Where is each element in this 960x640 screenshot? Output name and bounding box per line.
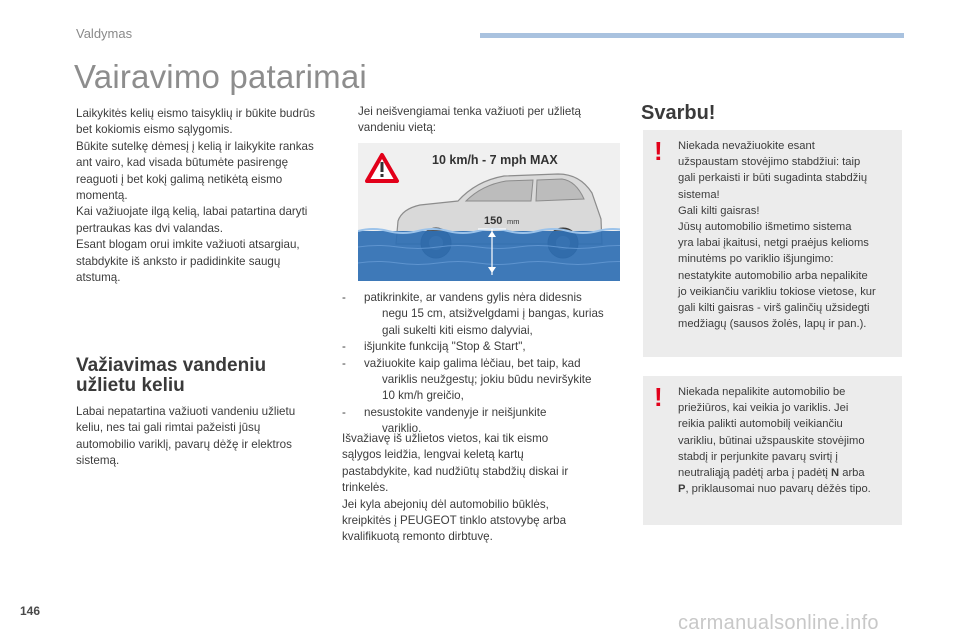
bullet-dash: - bbox=[342, 405, 346, 419]
page-number: 146 bbox=[20, 604, 41, 618]
note-line: nestatykite automobilio arba nepalikite bbox=[678, 269, 868, 282]
intro-line: atstumą. bbox=[76, 271, 121, 285]
intro-paragraph bbox=[76, 106, 326, 286]
note-line: gali perkaisti ir būti sugadinta stabdžių bbox=[678, 172, 868, 185]
flooded-road-illustration bbox=[358, 143, 620, 281]
after-flood-line: kreipkitės į PEUGEOT tinklo atstovybę arba bbox=[342, 514, 567, 528]
exclamation-icon: ! bbox=[654, 382, 663, 412]
after-flood-line: kvalifikuotą remonto dirbtuvę. bbox=[342, 530, 493, 544]
note-line: užspaustam stovėjimo stabdžiui: taip bbox=[678, 156, 861, 169]
water-line: sistemą. bbox=[76, 454, 120, 468]
checklist-line: patikrinkite, ar vandens gylis nėra didesnis bbox=[364, 291, 582, 304]
bullet-dash: - bbox=[342, 340, 346, 354]
checklist-line: negu 15 cm, atsižvelgdami į bangas, kurias bbox=[382, 307, 604, 321]
intro-line: momentą. bbox=[76, 189, 128, 203]
intro-line: stabdykite iš anksto ir padidinkite saugų bbox=[76, 254, 281, 268]
exclamation-icon: ! bbox=[654, 136, 663, 166]
water-heading-line2: užlietu keliu bbox=[76, 375, 185, 396]
after-flood-line: Išvažiavę iš užlietos vietos, kai tik eismo bbox=[342, 432, 549, 445]
intro-line: Būkite sutelkę dėmesį į kelią ir laikykite rankas bbox=[76, 139, 314, 153]
bullet-dash: - bbox=[342, 356, 346, 370]
speed-limit-label: 10 km/h - 7 mph MAX bbox=[432, 153, 558, 167]
water-section-heading bbox=[76, 356, 266, 396]
page-title: Vairavimo patarimai bbox=[74, 58, 367, 95]
intro-line: reaguoti į bet kokį galimą netikėtą eismo bbox=[76, 172, 283, 186]
note-line: Jūsų automobilio išmetimo sistema bbox=[678, 221, 852, 234]
water-heading-line1: Važiavimas vandeniu bbox=[76, 355, 267, 376]
note-line: reikia palikti automobilį veikiančiu bbox=[678, 418, 843, 431]
warning-triangle-icon bbox=[367, 155, 397, 181]
note-line: minutėms po variklio išjungimo: bbox=[678, 253, 834, 266]
warning-note-text bbox=[678, 138, 900, 332]
watermark: carmanualsonline.info bbox=[678, 612, 879, 634]
checklist-line: važiuokite kaip galima lėčiau, bet taip, kad bbox=[364, 356, 581, 370]
depth-unit-label: mm bbox=[507, 217, 520, 226]
flooded-intro-line: Jei neišvengiamai tenka važiuoti per užlietą bbox=[358, 105, 581, 118]
neutral-position-label: N bbox=[831, 467, 840, 480]
warning-note-unattended bbox=[643, 376, 902, 525]
after-flood-line: Jei kyla abejonių dėl automobilio būklės, bbox=[342, 497, 549, 511]
checklist-line: išjunkite funkciją "Stop & Start", bbox=[364, 340, 526, 354]
note-line: varikliu, būtinai užspauskite stovėjimo bbox=[678, 434, 865, 447]
note-line bbox=[678, 465, 900, 481]
note-line: Niekada nevažiuokite esant bbox=[678, 140, 815, 152]
car-in-water-svg bbox=[358, 143, 620, 281]
checklist-item bbox=[342, 339, 627, 355]
note-text-segment: , priklausomai nuo pavarų dėžės tipo. bbox=[685, 483, 871, 496]
note-line: jo veikiančiu varikliu tokiose vietose, kur bbox=[678, 285, 876, 298]
water-line: Labai nepatartina važiuoti vandeniu užlietu bbox=[76, 405, 296, 418]
header-bar bbox=[480, 33, 904, 38]
water-line: automobilio variklį, pavarų dėžę ir elektros bbox=[76, 437, 292, 451]
warning-note-text bbox=[678, 384, 900, 497]
checklist-line: gali sukelti kiti eismo dalyviai, bbox=[382, 323, 533, 337]
water-surface bbox=[358, 231, 620, 281]
important-heading: Svarbu! bbox=[641, 102, 716, 124]
checklist-item bbox=[342, 356, 627, 405]
intro-line: ant vairo, kad visada būtumėte pasirengę bbox=[76, 156, 289, 170]
intro-line: Laikykitės kelių eismo taisyklių ir būkite budrūs bbox=[76, 107, 316, 120]
after-flood-line: sąlygos leidžia, lengvai keletą kartų bbox=[342, 448, 524, 462]
note-line: Gali kilti gaisras! bbox=[678, 204, 760, 217]
note-line: gali kilti gaisras - virš galinčių užsidegti bbox=[678, 302, 870, 315]
note-line bbox=[678, 481, 900, 497]
note-line: sistema! bbox=[678, 188, 720, 201]
flooded-road-intro bbox=[358, 104, 623, 137]
after-flood-line: trinkelės. bbox=[342, 481, 389, 495]
after-flood-paragraph bbox=[342, 431, 627, 546]
checklist-item bbox=[342, 290, 627, 339]
intro-line: Esant blogam orui imkite važiuoti atsargiau, bbox=[76, 238, 300, 252]
note-line: priežiūros, kai veikia jo variklis. Jei bbox=[678, 402, 849, 415]
checklist-line: 10 km/h greičio, bbox=[382, 389, 464, 403]
note-text-segment: neutraliąją padėtį arba į padėtį bbox=[678, 467, 832, 480]
intro-line: Kai važiuojate ilgą kelią, labai patartina daryti bbox=[76, 205, 308, 219]
bullet-dash: - bbox=[342, 291, 346, 304]
water-paragraph bbox=[76, 404, 326, 470]
depth-value-label: 150 bbox=[484, 215, 503, 227]
section-label: Valdymas bbox=[76, 26, 133, 41]
water-line: keliu, nes tai gali rimtai pažeisti jūsų bbox=[76, 421, 261, 435]
flooded-road-checklist bbox=[342, 290, 627, 438]
checklist-line: variklio. bbox=[382, 422, 422, 436]
intro-line: pertraukas kas dvi valandas. bbox=[76, 221, 223, 235]
checklist-line: variklis neužgestų; jokiu būdu neviršykite bbox=[382, 373, 592, 387]
park-position-label: P bbox=[678, 483, 686, 496]
note-line: medžiagų (sausos žolės, lapų ir pan.). bbox=[678, 318, 867, 331]
note-line: Niekada nepalikite automobilio be bbox=[678, 386, 846, 398]
intro-line: bet kokiomis eismo sąlygomis. bbox=[76, 123, 233, 137]
note-line: stabdį ir perjunkite pavarų svirtį į bbox=[678, 450, 838, 463]
flooded-intro-line: vandeniu vietą: bbox=[358, 121, 436, 135]
checklist-line: nesustokite vandenyje ir neišjunkite bbox=[364, 405, 547, 419]
after-flood-line: pastabdykite, kad nudžiūtų stabdžių diskai ir bbox=[342, 464, 569, 478]
warning-note-parking-brake bbox=[643, 130, 902, 357]
note-text-segment: arba bbox=[839, 467, 865, 480]
note-line: yra labai įkaitusi, netgi praėjus kelioms bbox=[678, 237, 869, 250]
